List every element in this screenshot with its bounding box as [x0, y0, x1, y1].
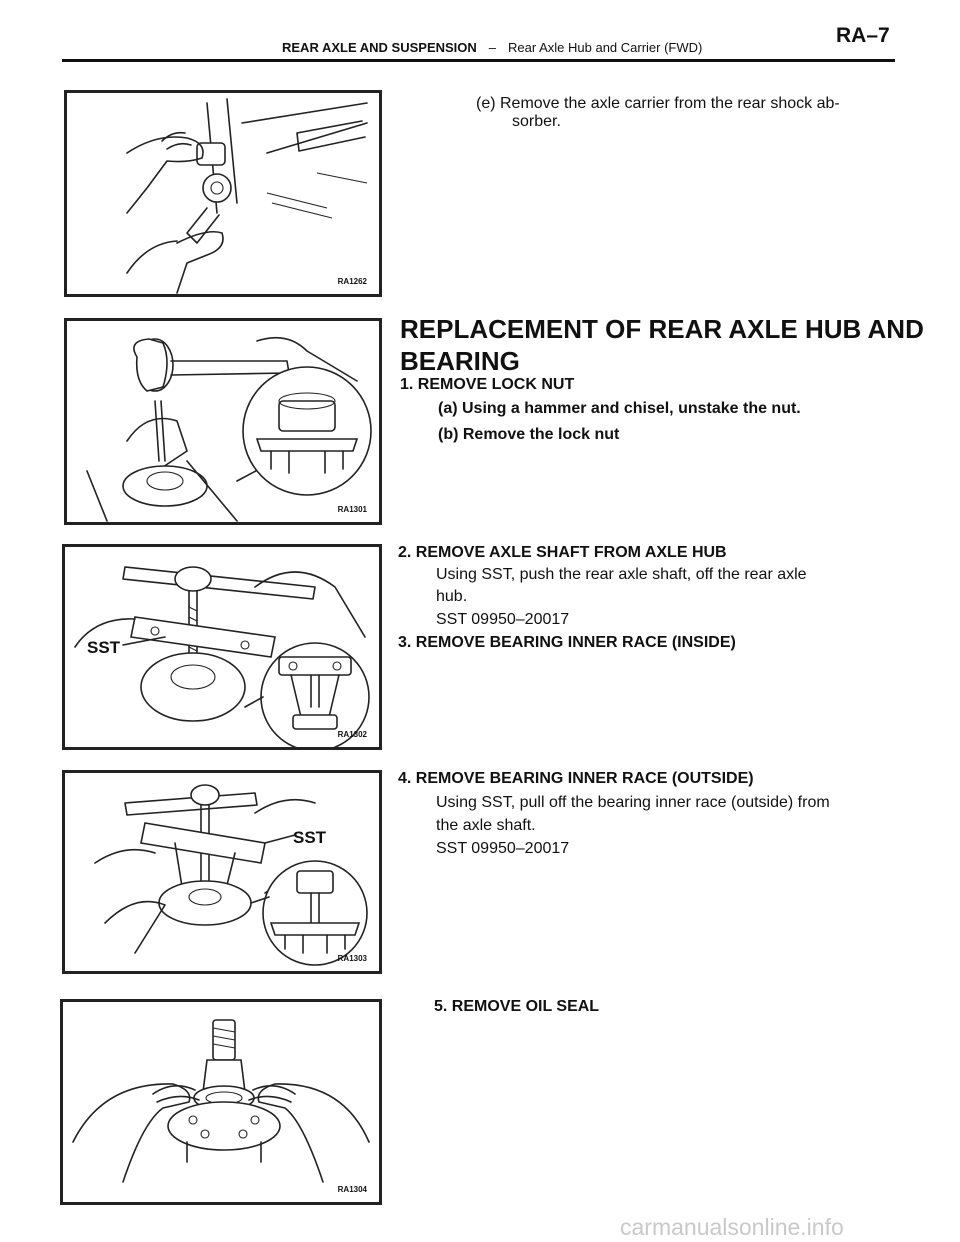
step3-title: 3. REMOVE BEARING INNER RACE (INSIDE)	[398, 634, 736, 651]
header-section: REAR AXLE AND SUSPENSION	[282, 40, 477, 55]
step4-sst: SST 09950–20017	[436, 840, 570, 857]
figure-code: RA1304	[337, 1185, 367, 1194]
sst-press-axle-shaft-illustration	[65, 547, 379, 747]
page-number: RA–7	[836, 24, 890, 47]
figure-code: RA1303	[337, 954, 367, 963]
sst-puller-bearing-race-illustration	[65, 773, 379, 971]
step1-b: (b) Remove the lock nut	[438, 426, 620, 443]
figure-code: RA1301	[337, 505, 367, 514]
step4-title: 4. REMOVE BEARING INNER RACE (OUTSIDE)	[398, 770, 754, 787]
step5-title: 5. REMOVE OIL SEAL	[434, 998, 600, 1015]
step2-title: 2. REMOVE AXLE SHAFT FROM AXLE HUB	[398, 544, 727, 561]
step-e-line2: sorber.	[512, 113, 561, 130]
step2-sst: SST 09950–20017	[436, 611, 570, 628]
step4-line2: the axle shaft.	[436, 817, 536, 834]
header-subsection: Rear Axle Hub and Carrier (FWD)	[508, 40, 703, 55]
step4-line1: Using SST, pull off the bearing inner race (outside) from	[436, 794, 830, 811]
step2-line2: hub.	[436, 588, 468, 605]
header-separator: –	[488, 40, 497, 55]
step1-title: 1. REMOVE LOCK NUT	[400, 376, 575, 393]
figure-ra1304	[60, 999, 382, 1205]
step2-line1: Using SST, push the rear axle shaft, off the rear axle	[436, 566, 807, 583]
hammer-chisel-lock-nut-illustration	[67, 321, 379, 522]
header-rule	[62, 59, 895, 62]
running-header	[282, 40, 702, 55]
section-heading: REPLACEMENT OF REAR AXLE HUB AND BEARING	[400, 314, 924, 376]
figure-ra1302	[62, 544, 382, 750]
hands-removing-oil-seal-illustration	[63, 1002, 379, 1202]
step-e-line1: (e) Remove the axle carrier from the rear shock ab-	[476, 95, 840, 112]
sst-label: SST	[293, 828, 327, 847]
hands-removing-axle-carrier-illustration	[67, 93, 379, 294]
figure-ra1262	[64, 90, 382, 297]
sst-label: SST	[87, 638, 121, 657]
figure-code: RA1302	[337, 730, 367, 739]
watermark: carmanualsonline.info	[620, 1214, 844, 1240]
figure-code: RA1262	[337, 277, 367, 286]
figure-ra1301	[64, 318, 382, 525]
step1-a: (a) Using a hammer and chisel, unstake the nut.	[438, 400, 801, 417]
figure-ra1303	[62, 770, 382, 974]
